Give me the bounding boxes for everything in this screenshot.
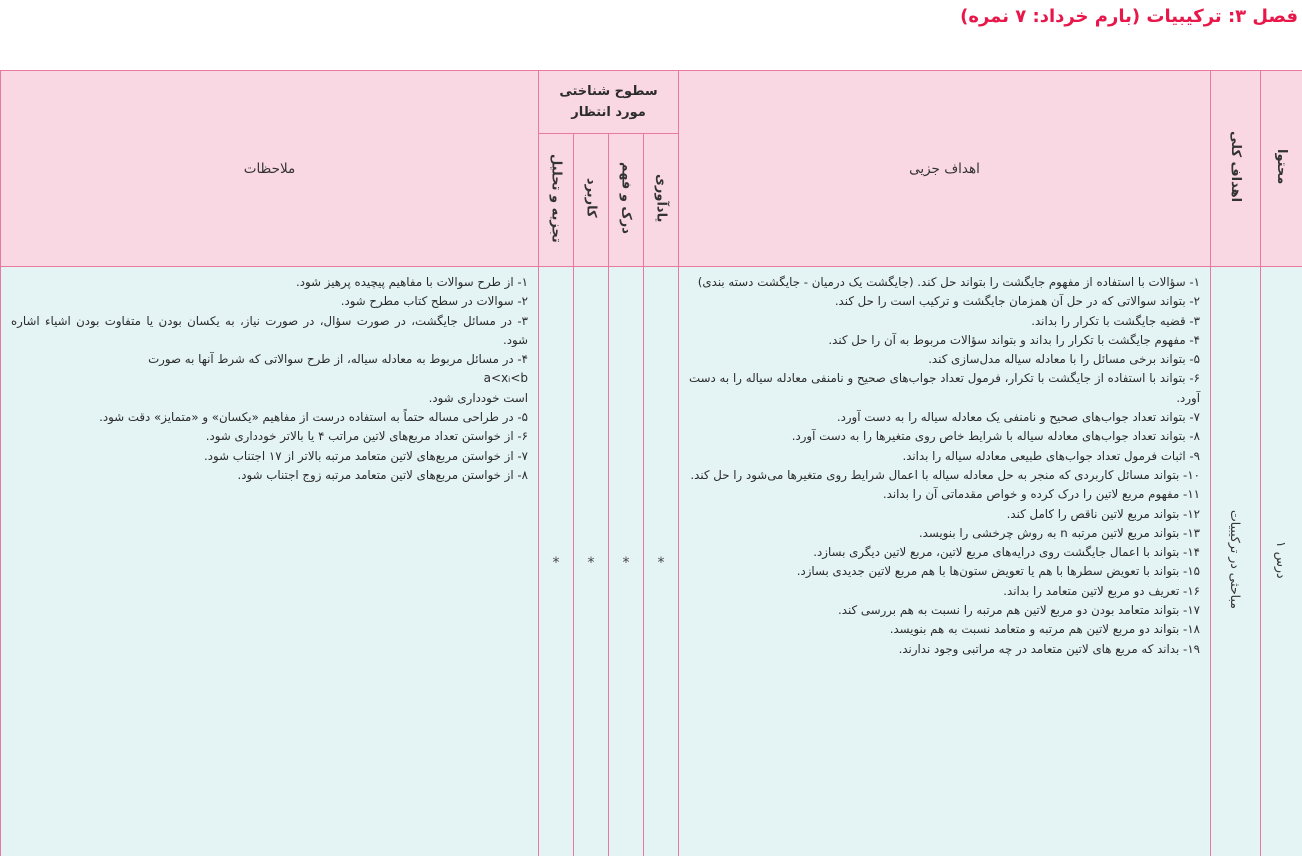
chapter-title: فصل ۳: ترکیبیات (بارم خرداد: ۷ نمره) xyxy=(960,6,1298,27)
recall-mark: * xyxy=(657,555,665,571)
detailed-goals-list xyxy=(679,267,1210,659)
detailed-goal-item: ۹- اثبات فرمول تعداد جواب‌های طبیعی معادله سیاله را بداند. xyxy=(902,448,1200,463)
cell-application xyxy=(574,267,609,856)
detailed-goal-item: ۱۲- بتواند مربع لاتین ناقص را کامل کند. xyxy=(1006,506,1200,521)
content-value: درس ۱ xyxy=(1274,540,1289,579)
cell-analysis xyxy=(539,267,574,856)
cell-notes xyxy=(1,267,539,856)
note-item: ۱- از طرح سوالات با مفاهیم پیچیده پرهیز شود. xyxy=(295,275,528,289)
note-item: ۴- در مسائل مربوط به معادله سیاله، از طرح سوالاتی که شرط آنها به صورت xyxy=(148,352,528,367)
detailed-goal-item: ۱۱- مفهوم مربع لاتین را درک کرده و خواص مقدماتی آن را بداند. xyxy=(882,487,1200,502)
detailed-goal-item: ۱۰- بتواند مسائل کاربردی که منجر به حل معادله سیاله با اعمال شرایط روی متغیرها می‌شود را حل کند. xyxy=(690,467,1200,482)
detailed-goal-item: ۱۹- بداند که مربع های لاتین متعامد در چه مراتبی وجود ندارند. xyxy=(898,641,1200,656)
header-understanding-label: درک و فهم xyxy=(618,162,634,234)
detailed-goal-item: ۱۴- بتواند با اعمال جایگشت روی درایه‌های مربع لاتین، مربع لاتین دیگری بسازد. xyxy=(813,545,1200,560)
note-item: ۳- در مسائل جایگشت، در صورت سؤال، در صورت نیاز، به یکسان بودن یا متفاوت بودن اشیاء اشاره شود. xyxy=(11,313,528,347)
header-content-label: محتوا xyxy=(1274,148,1289,185)
header-general-goals xyxy=(1211,71,1261,267)
header-analysis-label: تجزیه و تحلیل xyxy=(548,153,564,243)
note-item: ۶- از خواستن تعداد مربع‌های لاتین مراتب ۴ یا بالاتر خودداری شود. xyxy=(205,429,528,444)
cell-general-goal xyxy=(1211,267,1261,856)
detailed-goal-item: ۱۸- بتواند دو مربع لاتین هم مرتبه و متعامد نسبت به هم بنویسد. xyxy=(889,622,1200,637)
header-notes-label: ملاحظات xyxy=(243,160,296,177)
header-recall-label: یادآوری xyxy=(653,173,669,223)
detailed-goal-item: ۷- بتواند تعداد جواب‌های صحیح و نامنفی یک معادله سیاله را به دست آورد. xyxy=(836,410,1200,425)
header-detailed-goals-label: اهداف جزیی xyxy=(909,160,980,177)
header-cognitive-levels xyxy=(539,71,679,134)
header-understanding xyxy=(609,134,644,267)
analysis-mark: * xyxy=(552,555,560,571)
detailed-goal-item: ۱۷- بتواند متعامد بودن دو مربع لاتین هم مرتبه را نسبت به هم بررسی کند. xyxy=(838,603,1200,618)
inequality-math: a<xᵢ<b xyxy=(483,371,528,386)
header-cognitive-levels-label: سطوح شناختی مورد انتظار xyxy=(559,84,658,120)
note-item-math xyxy=(11,369,528,388)
header-content xyxy=(1261,71,1302,267)
header-analysis xyxy=(539,134,574,267)
cell-recall xyxy=(644,267,679,856)
cell-content xyxy=(1261,267,1302,856)
detailed-goal-item: ۱۵- بتواند با تعویض سطرها با هم یا تعویض ستون‌ها با هم مربع لاتین جدیدی بسازد. xyxy=(796,564,1200,579)
understanding-mark: * xyxy=(622,555,630,571)
detailed-goal-item: ۶- بتواند با استفاده از جایگشت با تکرار، فرمول تعداد جواب‌های صحیح و نامنفی معادله سیاله را به دست آورد. xyxy=(689,371,1200,405)
note-item: ۷- از خواستن مربع‌های لاتین متعامد مرتبه بالاتر از ۱۷ اجتناب شود. xyxy=(203,448,528,463)
header-detailed-goals xyxy=(679,71,1211,267)
notes-list xyxy=(1,267,538,485)
note-item: ۵- در طراحی مساله حتماً به استفاده درست از مفاهیم «یکسان» و «متمایز» دقت شود. xyxy=(99,410,528,425)
note-item: است خودداری شود. xyxy=(428,390,528,405)
detailed-goal-item: ۱۶- تعریف دو مربع لاتین متعامد را بداند. xyxy=(1003,583,1200,598)
header-application-label: کاربرد xyxy=(583,178,599,218)
curriculum-table xyxy=(0,70,1302,856)
cell-understanding xyxy=(609,267,644,856)
detailed-goal-item: ۵- بتواند برخی مسائل را با معادله سیاله مدل‌سازی کند. xyxy=(928,352,1200,367)
detailed-goal-item: ۱۳- بتواند مربع لاتین مرتبه n به روش چرخشی را بنویسد. xyxy=(918,525,1200,540)
header-general-goals-label: اهداف کلی xyxy=(1228,130,1243,203)
note-item: ۲- سوالات در سطح کتاب مطرح شود. xyxy=(340,294,528,309)
note-item: ۸- از خواستن مربع‌های لاتین متعامد مرتبه زوج اجتناب شود. xyxy=(237,467,528,482)
detailed-goal-item: ۳- قضیه جایگشت با تکرار را بداند. xyxy=(1031,313,1200,328)
detailed-goal-item: ۱- سؤالات با استفاده از مفهوم جایگشت را بتواند حل کند. (جایگشت یک درمیان - جایگشت دسته بندی) xyxy=(697,275,1200,289)
detailed-goal-item: ۸- بتواند تعداد جواب‌های معادله سیاله با شرایط خاص روی متغیرها را به دست آورد. xyxy=(791,429,1200,444)
application-mark: * xyxy=(587,555,595,571)
cell-detailed-goals xyxy=(679,267,1211,856)
detailed-goal-item: ۴- مفهوم جایگشت با تکرار را بداند و بتواند سؤالات مربوط به آن را حل کند. xyxy=(828,332,1200,347)
header-recall xyxy=(644,134,679,267)
header-notes xyxy=(1,71,539,267)
header-application xyxy=(574,134,609,267)
general-goal-value: مباحثی در ترکیبیات xyxy=(1228,510,1243,609)
detailed-goal-item: ۲- بتواند سوالاتی که در حل آن همزمان جایگشت و ترکیب است را حل کند. xyxy=(834,294,1200,309)
